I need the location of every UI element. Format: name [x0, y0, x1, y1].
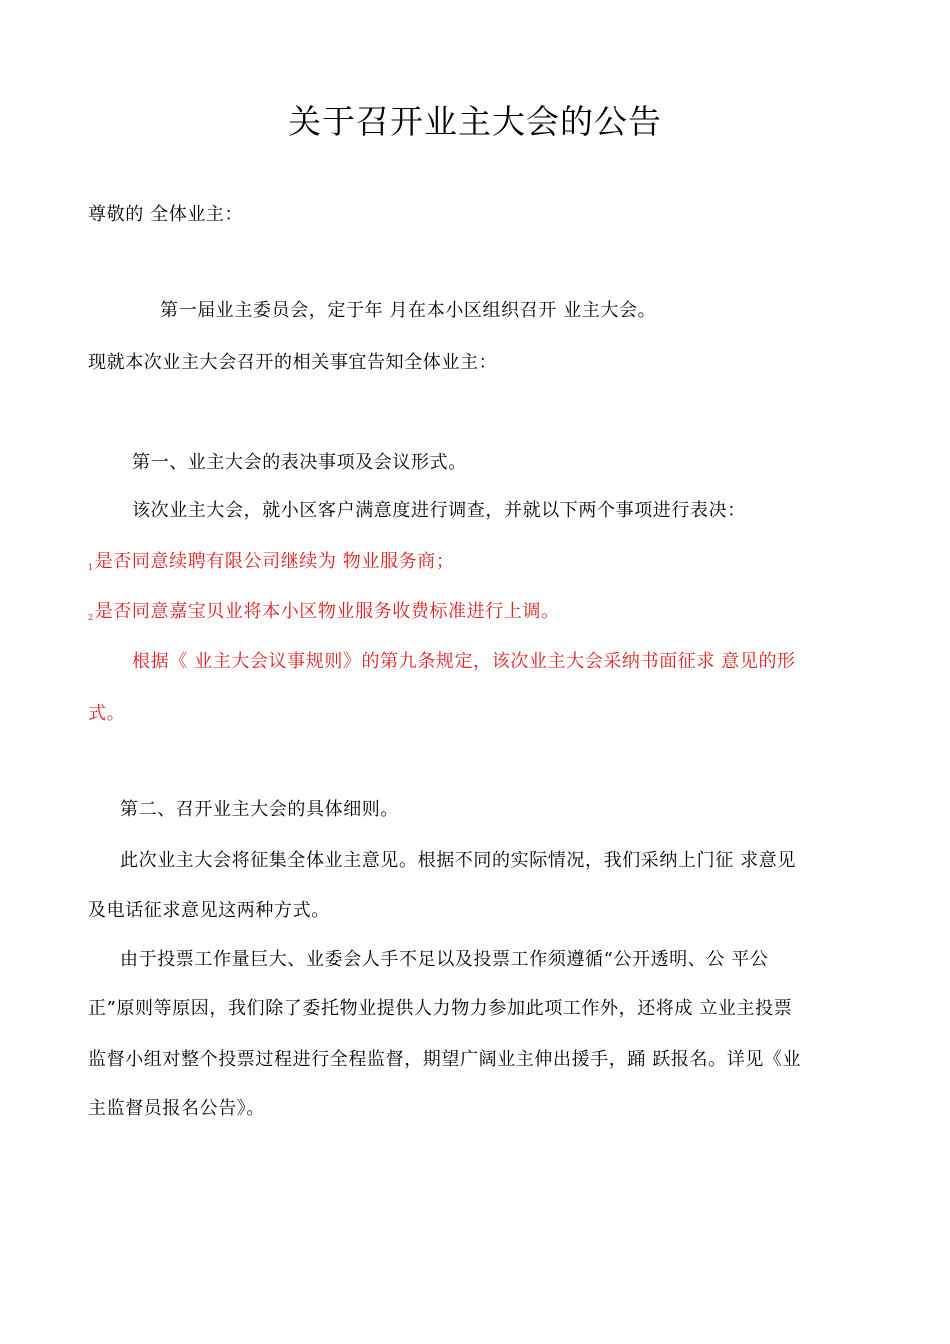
rule-line-1: 根据《 业主大会议事规则》的第九条规定，该次业主大会采纳书面征求 意见的形	[132, 651, 796, 672]
intro-line-1: 第一届业主委员会，定于年 月在本小区组织召开 业主大会。	[160, 300, 657, 321]
section-1-heading: 第一、业主大会的表决事项及会议形式。	[132, 452, 467, 473]
vote-item-1	[88, 549, 454, 581]
vote-item-text: 是否同意嘉宝贝业将本小区物业服务收费标准进行上调。	[94, 601, 560, 622]
section-1-body: 该次业主大会，就小区客户满意度进行调查，并就以下两个事项进行表决：	[132, 500, 746, 521]
vote-item-text: 是否同意续聘有限公司继续为 物业服务商；	[94, 551, 455, 572]
list-marker: 1	[88, 563, 94, 572]
section-2-heading: 第二、召开业主大会的具体细则。	[120, 799, 399, 820]
section-2-para-2-line-1: 由于投票工作量巨大、业委会人手不足以及投票工作须遵循“公开透明、公 平公	[120, 949, 769, 970]
rule-line-2: 式。	[88, 703, 126, 724]
section-2-para-1-line-2: 及电话征求意见这两种方式。	[88, 900, 330, 921]
section-2-para-2-line-4: 主监督员报名公告》。	[88, 1098, 265, 1119]
section-2-para-2-line-2: 正”原则等原因，我们除了委托物业提供人力物力参加此项工作外，还将成 立业主投票	[88, 998, 793, 1019]
page-title: 关于召开业主大会的公告	[288, 102, 662, 141]
list-marker: 2	[88, 613, 94, 622]
section-2-para-2-line-3: 监督小组对整个投票过程进行全程监督，期望广阔业主伸出援手，踊 跃报名。详见《业	[88, 1049, 802, 1070]
salutation: 尊敬的 全体业主：	[88, 204, 244, 225]
vote-item-2	[88, 599, 560, 631]
section-2-para-1-line-1: 此次业主大会将征集全体业主意见。根据不同的实际情况，我们采纳上门征 求意见	[120, 850, 796, 871]
intro-line-2: 现就本次业主大会召开的相关事宜告知全体业主：	[88, 352, 498, 373]
